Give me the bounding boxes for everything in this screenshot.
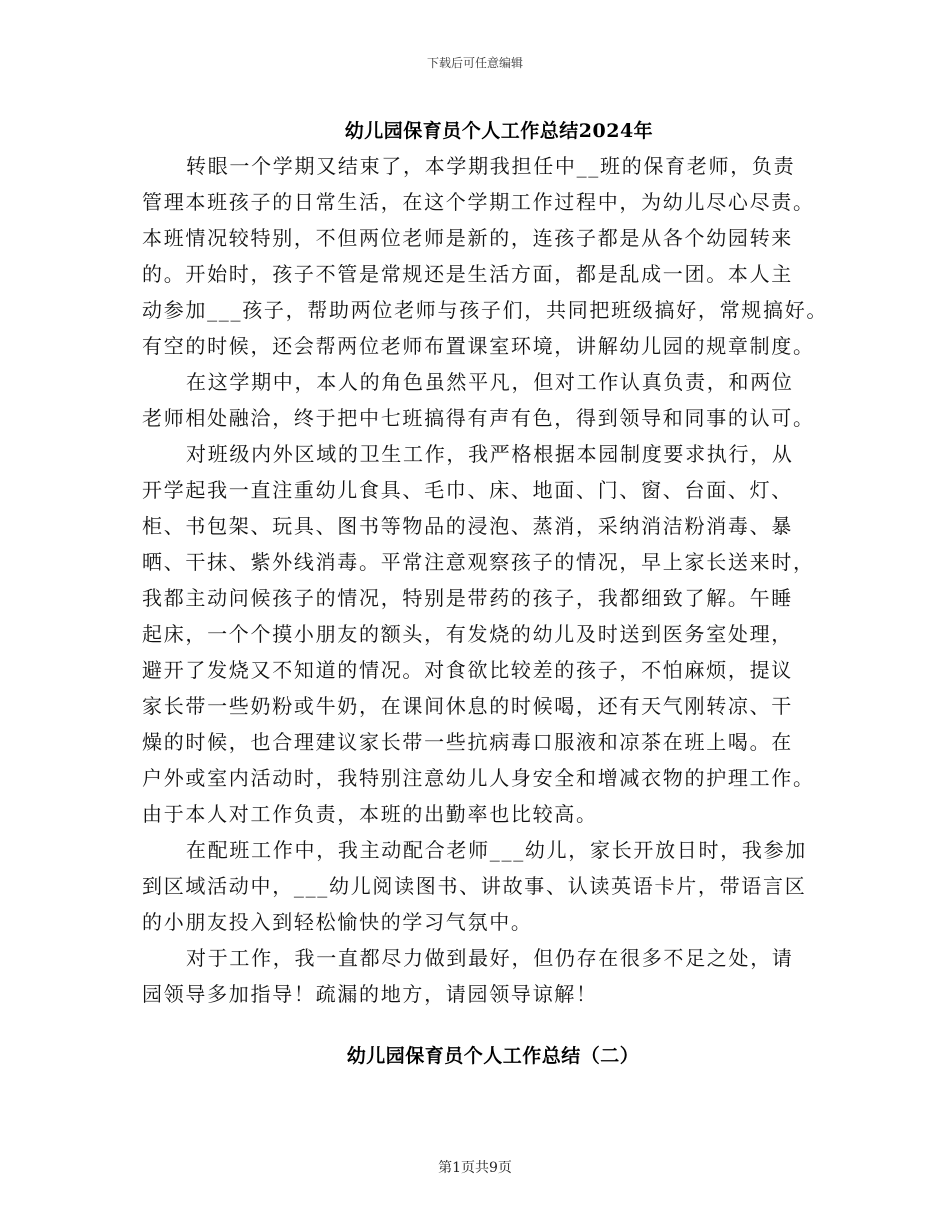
paragraph-line: 燥的时候，也合理建议家长带一些抗病毒口服液和凉茶在班上喝。在 [142, 730, 793, 754]
paragraph-line: 的小朋友投入到轻松愉快的学习气氛中。 [142, 910, 533, 934]
paragraph-line: 对于工作，我一直都尽力做到最好，但仍存在很多不足之处，请 [186, 946, 794, 970]
paragraph-line: 开学起我一直注重幼儿食具、毛巾、床、地面、门、窗、台面、灯、 [142, 478, 793, 502]
paragraph-line: 动参加___孩子，帮助两位老师与孩子们，共同把班级搞好，常规搞好。 [142, 298, 829, 322]
page-number: 第1页共9页 [438, 1160, 512, 1176]
paragraph-line: 晒、干抹、紫外线消毒。平常注意观察孩子的情况，早上家长送来时， [142, 550, 815, 574]
paragraph-line: 柜、书包架、玩具、图书等物品的浸泡、蒸消，采纳消洁粉消毒、暴 [142, 514, 793, 538]
paragraph-line: 户外或室内活动时，我特别注意幼儿人身安全和增减衣物的护理工作。 [142, 766, 815, 790]
paragraph-line: 我都主动问候孩子的情况，特别是带药的孩子，我都细致了解。午睡 [142, 586, 793, 610]
paragraph-line: 到区域活动中，___幼儿阅读图书、讲故事、认读英语卡片，带语言区 [142, 874, 807, 898]
paragraph-line: 由于本人对工作负责，本班的出勤率也比较高。 [142, 802, 598, 826]
paragraph-line: 本班情况较特别，不但两位老师是新的，连孩子都是从各个幼园转来 [142, 226, 793, 250]
paragraph-line: 有空的时候，还会帮两位老师布置课室环境，讲解幼儿园的规章制度。 [142, 334, 815, 358]
section-title: 幼儿园保育员个人工作总结（二） [346, 1045, 640, 1067]
paragraph-line: 在配班工作中，我主动配合老师___幼儿，家长开放日时，我参加 [186, 838, 807, 862]
paragraph-line: 转眼一个学期又结束了，本学期我担任中__班的保育老师，负责 [186, 154, 796, 178]
paragraph-line: 避开了发烧又不知道的情况。对食欲比较差的孩子，不怕麻烦，提议 [142, 658, 793, 682]
header-note: 下载后可任意编辑 [426, 56, 523, 70]
paragraph-line: 管理本班孩子的日常生活，在这个学期工作过程中，为幼儿尽心尽责。 [142, 190, 815, 214]
paragraph-line: 对班级内外区域的卫生工作，我严格根据本园制度要求执行，从 [186, 442, 794, 466]
paragraph-line: 园领导多加指导！疏漏的地方，请园领导谅解！ [142, 982, 598, 1006]
paragraph-line: 的。开始时，孩子不管是常规还是生活方面，都是乱成一团。本人主 [142, 262, 793, 286]
paragraph-line: 在这学期中，本人的角色虽然平凡，但对工作认真负责，和两位 [186, 370, 794, 394]
paragraph-line: 老师相处融洽，终于把中七班搞得有声有色，得到领导和同事的认可。 [142, 406, 815, 430]
document-title: 幼儿园保育员个人工作总结2024年 [344, 120, 654, 142]
body-text [142, 148, 829, 1012]
paragraph-line: 家长带一些奶粉或牛奶，在课间休息的时候喝，还有天气刚转凉、干 [142, 694, 793, 718]
paragraph-line: 起床，一个个摸小朋友的额头，有发烧的幼儿及时送到医务室处理， [142, 622, 793, 646]
